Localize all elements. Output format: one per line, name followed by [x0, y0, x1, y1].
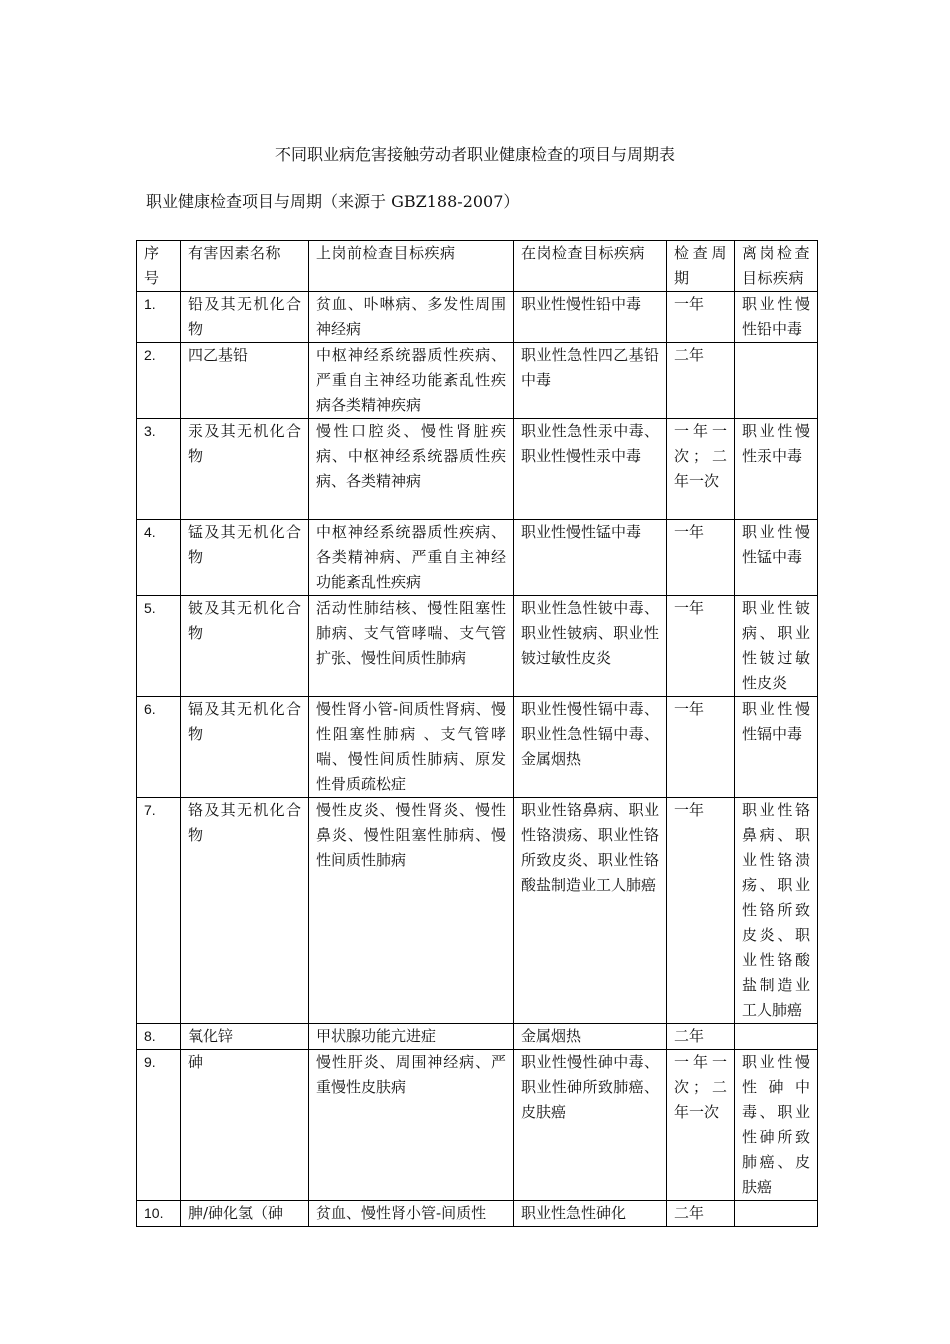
- post-exam-diseases: 职业性慢性汞中毒: [735, 419, 818, 520]
- header-no: 序号: [137, 241, 181, 292]
- pre-exam-diseases: 活动性肺结核、慢性阻塞性肺病、支气管哮喘、支气管扩张、慢性间质性肺病: [309, 596, 514, 697]
- on-duty-diseases: 职业性急性铍中毒、职业性铍病、职业性铍过敏性皮炎: [514, 596, 667, 697]
- row-number: 2.: [137, 343, 181, 419]
- pre-exam-diseases: 甲状腺功能亢进症: [309, 1024, 514, 1050]
- pre-exam-diseases: 慢性皮炎、慢性肾炎、慢性鼻炎、慢性阻塞性肺病、慢性间质性肺病: [309, 798, 514, 1024]
- pre-exam-diseases: 贫血、慢性肾小管-间质性: [309, 1201, 514, 1227]
- header-factor: 有害因素名称: [181, 241, 309, 292]
- header-cycle: 检查周期: [667, 241, 735, 292]
- exam-cycle: 二年: [667, 1024, 735, 1050]
- table-row: [137, 1050, 818, 1201]
- on-duty-diseases: 职业性慢性镉中毒、 职业性急性镉中毒、金属烟热: [514, 697, 667, 798]
- on-duty-diseases: 职业性慢性砷中毒、职业性砷所致肺癌、皮肤癌: [514, 1050, 667, 1201]
- post-exam-diseases: 职业性慢性砷中毒、职业性砷所致肺癌、皮肤癌: [735, 1050, 818, 1201]
- table-row: [137, 292, 818, 343]
- table-caption: 职业健康检查项目与周期（来源于 GBZ188-2007）: [146, 192, 520, 211]
- exam-cycle: 一年: [667, 697, 735, 798]
- table-row: [137, 1024, 818, 1050]
- header-on-duty-exam: 在岗检查目标疾病: [514, 241, 667, 292]
- post-exam-diseases: 职业性慢性铅中毒: [735, 292, 818, 343]
- header-pre-exam: 上岗前检查目标疾病: [309, 241, 514, 292]
- row-number: 6.: [137, 697, 181, 798]
- on-duty-diseases: 职业性慢性锰中毒: [514, 520, 667, 596]
- pre-exam-diseases: 中枢神经系统器质性疾病、严重自主神经功能紊乱性疾病各类精神疾病: [309, 343, 514, 419]
- post-exam-diseases: [735, 1024, 818, 1050]
- table-row: [137, 1201, 818, 1227]
- pre-exam-diseases: 慢性肾小管-间质性肾病、慢性阻塞性肺病 、支气管哮喘、慢性间质性肺病、原发性骨质疏松症: [309, 697, 514, 798]
- exam-cycle: 一年: [667, 798, 735, 1024]
- pre-exam-diseases: 慢性肝炎、周围神经病、严重慢性皮肤病: [309, 1050, 514, 1201]
- table-header-row: [137, 241, 818, 292]
- exam-cycle: 一年: [667, 596, 735, 697]
- hazard-factor: 四乙基铅: [181, 343, 309, 419]
- row-number: 10.: [137, 1201, 181, 1227]
- table-row: [137, 419, 818, 520]
- table-row: [137, 697, 818, 798]
- hazard-factor: 胂/砷化氢（砷: [181, 1201, 309, 1227]
- hazard-factor: 锰及其无机化合物: [181, 520, 309, 596]
- exam-cycle: 一年: [667, 520, 735, 596]
- post-exam-diseases: [735, 343, 818, 419]
- row-number: 9.: [137, 1050, 181, 1201]
- table-row: [137, 520, 818, 596]
- row-number: 1.: [137, 292, 181, 343]
- header-post-exam: 离岗检查目标疾病: [735, 241, 818, 292]
- exam-cycle: 一年一次；二年一次: [667, 419, 735, 520]
- exam-cycle: 二年: [667, 1201, 735, 1227]
- on-duty-diseases: 金属烟热: [514, 1024, 667, 1050]
- exam-cycle: 二年: [667, 343, 735, 419]
- hazard-factor: 铅及其无机化合物: [181, 292, 309, 343]
- hazard-factor: 氧化锌: [181, 1024, 309, 1050]
- exam-cycle: 一年一次；二年一次: [667, 1050, 735, 1201]
- table-body: [137, 241, 818, 1227]
- table-row: [137, 798, 818, 1024]
- row-number: 3.: [137, 419, 181, 520]
- on-duty-diseases: 职业性急性砷化: [514, 1201, 667, 1227]
- hazard-factor: 砷: [181, 1050, 309, 1201]
- on-duty-diseases: 职业性急性汞中毒、职业性慢性汞中毒: [514, 419, 667, 520]
- table-row: [137, 596, 818, 697]
- table-row: [137, 343, 818, 419]
- post-exam-diseases: [735, 1201, 818, 1227]
- post-exam-diseases: 职业性慢性镉中毒: [735, 697, 818, 798]
- on-duty-diseases: 职业性慢性铅中毒: [514, 292, 667, 343]
- pre-exam-diseases: 贫血、卟啉病、多发性周围神经病: [309, 292, 514, 343]
- row-number: 4.: [137, 520, 181, 596]
- pre-exam-diseases: 慢性口腔炎、慢性肾脏疾病、中枢神经系统器质性疾病、各类精神病: [309, 419, 514, 520]
- page-title: 不同职业病危害接触劳动者职业健康检查的项目与周期表: [274, 145, 675, 164]
- row-number: 7.: [137, 798, 181, 1024]
- row-number: 5.: [137, 596, 181, 697]
- row-number: 8.: [137, 1024, 181, 1050]
- hazard-factor: 汞及其无机化合物: [181, 419, 309, 520]
- on-duty-diseases: 职业性铬鼻病、职业性铬溃疡、职业性铬所致皮炎、职业性铬酸盐制造业工人肺癌: [514, 798, 667, 1024]
- hazard-factor: 铬及其无机化合物: [181, 798, 309, 1024]
- hazard-factor: 镉及其无机化合物: [181, 697, 309, 798]
- hazard-factor: 铍及其无机化合物: [181, 596, 309, 697]
- pre-exam-diseases: 中枢神经系统器质性疾病、各类精神病、严重自主神经功能紊乱性疾病: [309, 520, 514, 596]
- post-exam-diseases: 职业性铬鼻病、职业性铬溃疡、职业性铬所致皮炎、职业性铬酸盐制造业工人肺癌: [735, 798, 818, 1024]
- health-check-table: [136, 240, 818, 1227]
- post-exam-diseases: 职业性铍病、职业性铍过敏性皮炎: [735, 596, 818, 697]
- on-duty-diseases: 职业性急性四乙基铅中毒: [514, 343, 667, 419]
- exam-cycle: 一年: [667, 292, 735, 343]
- post-exam-diseases: 职业性慢性锰中毒: [735, 520, 818, 596]
